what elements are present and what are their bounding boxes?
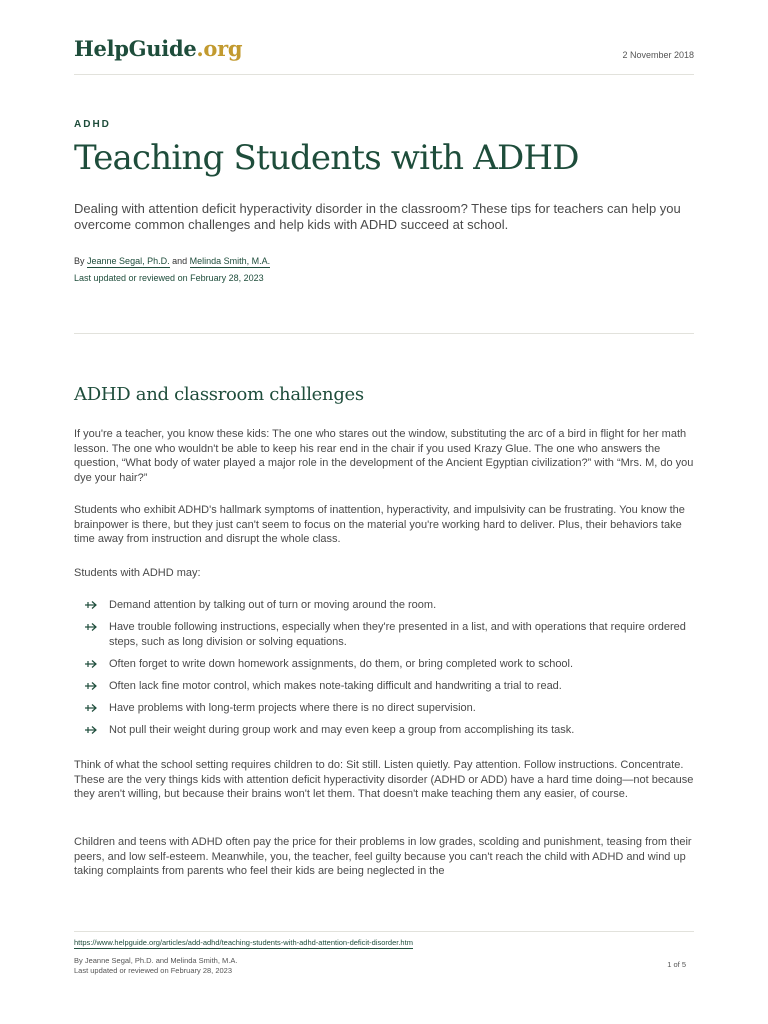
list-item	[74, 657, 694, 672]
list-item-text: Have trouble following instructions, especially when they're presented in a list, and with operations that require ordered steps, such as long division or solving equations.	[109, 620, 686, 648]
paragraph-4: Think of what the school setting requires children to do: Sit still. Listen quietly. Pay attention. Follow instructions. Concentrate. These are the very things kids with attention deficit hyperactivity disorder (ADHD or ADD) have a hard time doing—not because they aren't willing, but because their brains won't let them. That doesn't make teaching them any easier, of course.	[74, 759, 694, 801]
arrow-right-icon	[84, 657, 98, 671]
arrow-right-icon	[84, 679, 98, 693]
list-item	[74, 679, 694, 694]
footer-reviewed: Last updated or reviewed on February 28, 2023	[74, 966, 233, 975]
footer-url-link[interactable]: https://www.helpguide.org/articles/add-adhd/teaching-students-with-adhd-attention-deficit-disorder.htm	[74, 938, 413, 947]
list-item	[74, 723, 694, 738]
section-heading: ADHD and classroom challenges	[74, 384, 364, 405]
byline	[74, 256, 270, 266]
list-item-text: Not pull their weight during group work and may even keep a group from accomplishing its task.	[109, 723, 575, 736]
symptom-list	[74, 598, 694, 745]
list-item-text: Often forget to write down homework assignments, do them, or bring completed work to school.	[109, 657, 574, 670]
reviewed-date: Last updated or reviewed on February 28, 2023	[74, 273, 264, 283]
author-link-2[interactable]: Melinda Smith, M.A.	[189, 256, 271, 266]
header-date: 2 November 2018	[622, 50, 694, 60]
paragraph-3: Students with ADHD may:	[74, 567, 201, 579]
category-label[interactable]: ADHD	[74, 119, 111, 130]
arrow-right-icon	[84, 598, 98, 612]
footer-divider	[74, 931, 694, 932]
paragraph-1: If you're a teacher, you know these kids: The one who stares out the window, substituting the arc of a bird in flight for her math lesson. The one who wouldn't be able to keep his rear end in the chair if you used Krazy Glue. The one who answers the question, “What body of water played a major role in the development of the Ancient Egyptian civilization?” with “Mrs. M, do you dye your hair?”	[74, 428, 694, 484]
page-title: Teaching Students with ADHD	[74, 138, 579, 178]
byline-and: and	[172, 256, 188, 266]
paragraph-5: Children and teens with ADHD often pay the price for their problems in low grades, scolding and punishment, teasing from their peers, and low self-esteem. Meanwhile, you, the teacher, feel guilty because you can't reach the child with ADHD and wind up taking complaints from parents who feel their kids are being neglected in the	[74, 836, 692, 878]
page-number: 1 of 5	[667, 960, 686, 969]
arrow-right-icon	[84, 620, 98, 634]
list-item	[74, 701, 694, 716]
logo-tld: .org	[196, 36, 243, 61]
article-subtitle: Dealing with attention deficit hyperactivity disorder in the classroom? These tips for teachers can help you overcome common challenges and help kids with ADHD succeed at school.	[74, 201, 681, 232]
list-item	[74, 598, 694, 613]
list-item-text: Often lack fine motor control, which makes note-taking difficult and handwriting a trial to read.	[109, 679, 562, 692]
list-item	[74, 620, 694, 649]
arrow-right-icon	[84, 723, 98, 737]
author-link-1[interactable]: Jeanne Segal, Ph.D.	[87, 256, 170, 266]
list-item-text: Have problems with long-term projects where there is no direct supervision.	[109, 701, 476, 714]
helpguide-logo[interactable]	[74, 36, 242, 61]
byline-prefix: By	[74, 256, 85, 266]
document-page	[74, 0, 694, 1024]
paragraph-2: Students who exhibit ADHD's hallmark symptoms of inattention, hyperactivity, and impulsivity can be frustrating. You know the brainpower is there, but they just can't seem to focus on the material you're working hard to deliver. Plus, their behaviors take time away from instruction and disrupt the whole class.	[74, 504, 685, 546]
page-header	[74, 36, 694, 76]
list-item-text: Demand attention by talking out of turn or moving around the room.	[109, 599, 437, 611]
section-divider	[74, 333, 694, 334]
logo-brand: HelpGuide	[74, 36, 197, 61]
arrow-right-icon	[84, 701, 98, 715]
header-divider	[74, 74, 694, 75]
footer-byline: By Jeanne Segal, Ph.D. and Melinda Smith, M.A.	[74, 956, 238, 965]
